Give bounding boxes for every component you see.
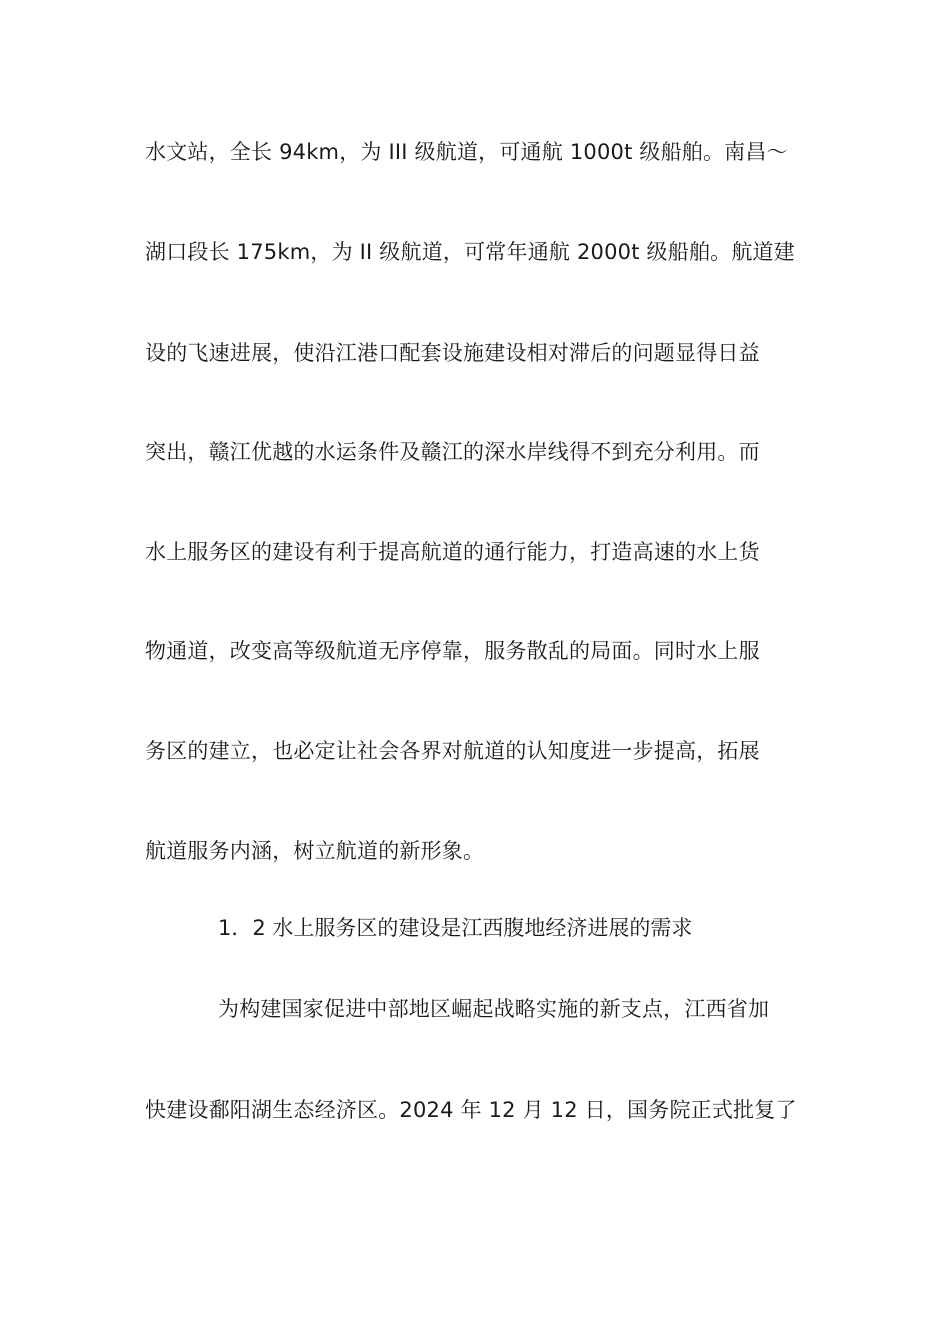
body-text-line: 湖口段长 175km，为 II 级航道，可常年通航 2000t 级船舶。航道建 bbox=[145, 240, 795, 264]
body-text-line: 务区的建立，也必定让社会各界对航道的认知度进一步提高，拓展 bbox=[145, 739, 760, 763]
body-text-line: 设的飞速进展，使沿江港口配套设施建设相对滞后的问题显得日益 bbox=[145, 341, 760, 365]
body-text-line: 航道服务内涵，树立航道的新形象。 bbox=[145, 839, 485, 863]
section-heading: 1．2 水上服务区的建设是江西腹地经济进展的需求 bbox=[218, 916, 693, 940]
body-text-line: 突出，赣江优越的水运条件及赣江的深水岸线得不到充分利用。而 bbox=[145, 440, 760, 464]
body-text-line: 快建设鄱阳湖生态经济区。2024 年 12 月 12 日，国务院正式批复了 bbox=[145, 1098, 797, 1122]
body-text-line: 为构建国家促进中部地区崛起战略实施的新支点，江西省加 bbox=[218, 997, 770, 1021]
body-text-line: 水上服务区的建设有利于提高航道的通行能力，打造高速的水上货 bbox=[145, 540, 760, 564]
body-text-line: 物通道，改变高等级航道无序停靠，服务散乱的局面。同时水上服 bbox=[145, 639, 760, 663]
body-text-line: 水文站，全长 94km，为 III 级航道，可通航 1000t 级船舶。南昌～ bbox=[145, 140, 788, 164]
